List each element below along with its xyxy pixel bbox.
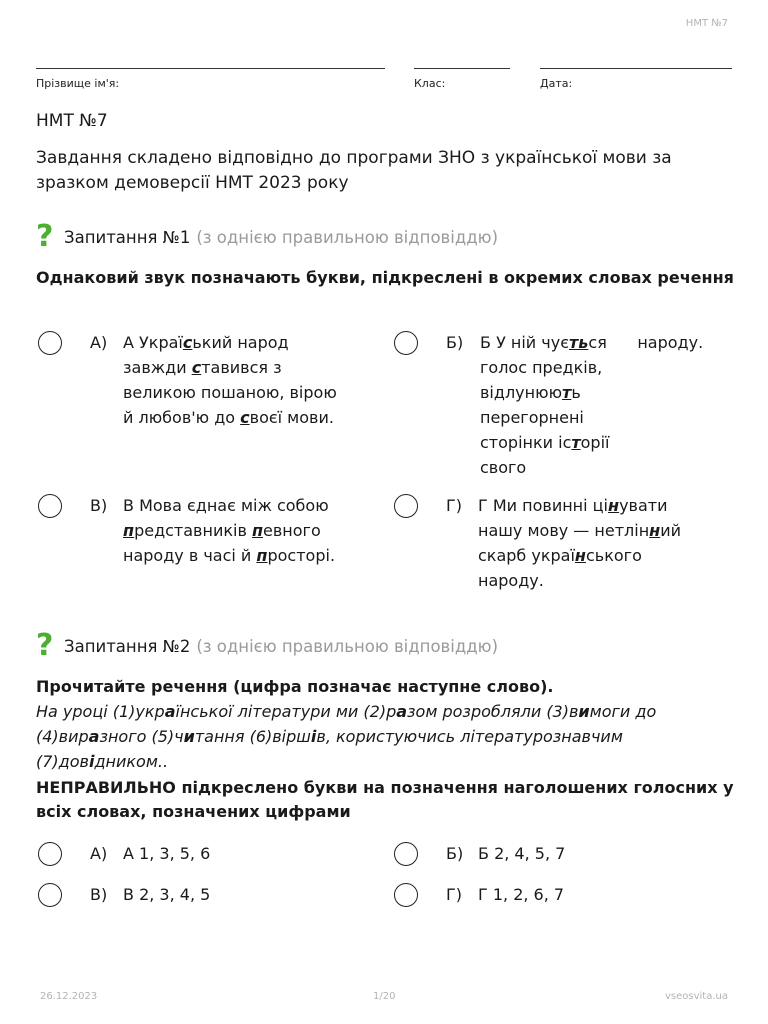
name-line: [36, 68, 385, 69]
bold-letter: і: [310, 727, 317, 746]
question-1-stem: Однаковий звук позначають букви, підкреслені в окремих словах речення: [36, 268, 734, 287]
question-mark-icon: ?: [36, 628, 54, 663]
class-label: Клас:: [414, 77, 446, 90]
option-v-letter: В): [90, 496, 108, 515]
question-2-title: Запитання №2: [64, 636, 191, 656]
option-b-text: Б У ній чується народу. голос предків, відлунюють перегорнені сторінки історії свого: [480, 333, 704, 477]
question-2-hint: (з однією правильною відповіддю): [196, 636, 499, 656]
bold-letter: а: [164, 702, 176, 721]
question-1-heading: [36, 219, 499, 254]
bold-letter: і: [88, 752, 95, 771]
q2-option-g-letter: Г): [446, 885, 462, 904]
q2-option-v-letter: В): [90, 885, 108, 904]
option-g-radio[interactable]: [394, 494, 418, 518]
question-2-sentence: На уроці (1)української літератури ми (2)разом розробляли (3)вимоги до (4)виразного (5)читання (6)віршів, користуючись літературознавчим (7)довідником..: [36, 702, 657, 771]
question-2-instruction: НЕПРАВИЛЬНО підкреслено букви на позначення наголошених голосних у всіх словах, позначених цифрами: [36, 778, 734, 821]
underlined-letter: н: [574, 546, 586, 565]
q2-option-g-radio[interactable]: [394, 883, 418, 907]
bold-letter: и: [578, 702, 590, 721]
underlined-letter: ть: [569, 333, 589, 352]
bold-letter: а: [396, 702, 408, 721]
question-1-hint: (з однією правильною відповіддю): [196, 227, 499, 247]
option-g-letter: Г): [446, 496, 462, 515]
q2-option-v-radio[interactable]: [38, 883, 62, 907]
underlined-letter: п: [123, 521, 135, 540]
q2-option-v-text: В 2, 3, 4, 5: [123, 885, 211, 904]
underlined-letter: п: [251, 521, 264, 540]
option-v-text: В Мова єднає між собою представників певного народу в часі й просторі.: [123, 496, 336, 565]
bold-letter: а: [88, 727, 100, 746]
question-mark-icon: ?: [36, 219, 54, 254]
page-description: Завдання складено відповідно до програми ЗНО з української мови за зразком демоверсії НМТ 2023 року: [36, 148, 672, 193]
underlined-letter: н: [649, 521, 661, 540]
q2-option-a-text: А 1, 3, 5, 6: [123, 844, 211, 863]
class-line: [414, 68, 510, 69]
footer-date: 26.12.2023: [40, 991, 98, 1002]
underlined-letter: т: [571, 433, 581, 452]
underlined-letter: с: [240, 408, 250, 427]
q2-option-b-letter: Б): [446, 844, 464, 863]
option-b-letter: Б): [446, 333, 464, 352]
footer-page: 1/20: [373, 991, 396, 1002]
q2-option-a-letter: А): [90, 844, 108, 863]
question-2-stem: Прочитайте речення (цифра позначає наступне слово).: [36, 677, 554, 696]
q2-option-b-text: Б 2, 4, 5, 7: [478, 844, 566, 863]
q2-option-g-text: Г 1, 2, 6, 7: [478, 885, 565, 904]
option-v-radio[interactable]: [38, 494, 62, 518]
option-a-radio[interactable]: [38, 331, 62, 355]
option-g-text: Г Ми повинні цінувати нашу мову — нетлінний скарб українського народу.: [478, 496, 682, 590]
option-a-letter: А): [90, 333, 108, 352]
underlined-letter: с: [191, 358, 202, 377]
footer-site: vseosvita.ua: [665, 991, 728, 1002]
q2-option-a-radio[interactable]: [38, 842, 62, 866]
option-b-radio[interactable]: [394, 331, 418, 355]
date-label: Дата:: [540, 77, 573, 90]
option-a-text: А Україський народ завжди ставився з великою пошаною, вірою й любов'ю до своєї мови.: [123, 333, 337, 427]
q2-option-b-radio[interactable]: [394, 842, 418, 866]
header-doc-code: НМТ №7: [685, 18, 728, 29]
page-title: НМТ №7: [36, 111, 108, 131]
bold-letter: и: [183, 727, 195, 746]
underlined-letter: н: [608, 496, 620, 515]
underlined-letter: т: [562, 383, 572, 402]
question-2-heading: [36, 628, 499, 663]
underlined-letter: п: [256, 546, 268, 565]
name-label: Прізвище ім'я:: [36, 77, 120, 90]
question-1-title: Запитання №1: [64, 227, 191, 247]
underlined-letter: с: [182, 333, 193, 352]
date-line: [540, 68, 732, 69]
